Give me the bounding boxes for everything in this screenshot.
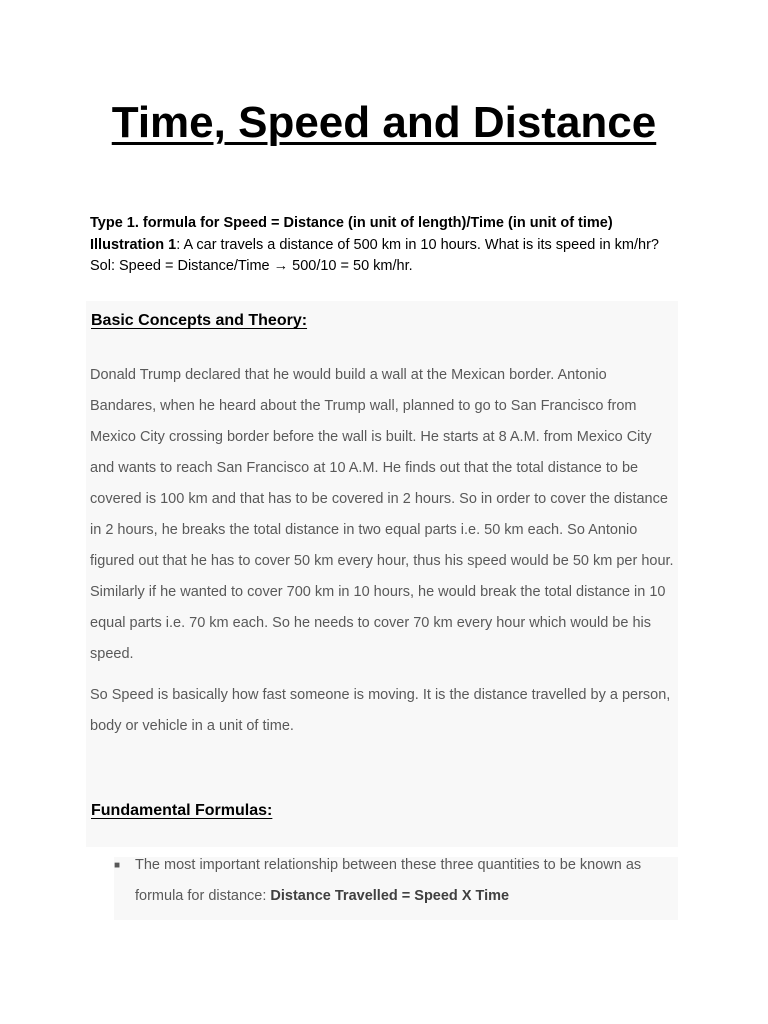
theory-paragraph-1: Donald Trump declared that he would build a wall at the Mexican border. Antonio Bandares, when he heard about the Trump wall, planned to go to San Francisco from Mexico City crossing border before the wall is built. He starts at 8 A.M. from Mexico City and wants to reach San Francisco at 10 A.M. He finds out that the total distance to be covered is 100 km and that has to be covered in 2 hours. So in order to cover the distance in 2 hours, he breaks the total distance in two equal parts i.e. 50 km each. So Antonio figured out that he has to cover 50 km every hour, thus his speed would be 50 km per hour. Similarly if he wanted to cover 700 km in 10 hours, he would break the total distance in 10 equal parts i.e. 70 km each. So he needs to cover 70 km every hour which would be his speed. <box>90 367 674 662</box>
square-bullet-icon: ■ <box>114 860 121 871</box>
type-formula-line: Type 1. formula for Speed = Distance (in unit of length)/Time (in unit of time) <box>90 215 613 231</box>
illustration-label: Illustration 1 <box>90 236 177 253</box>
solution-line: Sol: Speed = Distance/Time → 500/10 = 50 km/hr. <box>90 258 413 274</box>
fundamental-formulas-heading: Fundamental Formulas: <box>91 802 273 819</box>
basic-concepts-heading: Basic Concepts and Theory: <box>91 312 308 329</box>
formula-bullet-item <box>135 850 675 912</box>
theory-paragraph-2: So Speed is basically how fast someone is moving. It is the distance travelled by a person, body or vehicle in a unit of time. <box>90 687 671 734</box>
intro-block <box>90 213 670 278</box>
illustration-line <box>90 235 670 257</box>
illustration-text: : A car travels a distance of 500 km in 10 hours. What is its speed in km/hr? <box>176 236 659 253</box>
distance-formula: Distance Travelled = Speed X Time <box>270 888 510 904</box>
formula-bullet-text: The most important relationship between these three quantities to be known as formula for distance: <box>135 857 642 904</box>
page-title: Time, Speed and Distance <box>111 98 657 147</box>
